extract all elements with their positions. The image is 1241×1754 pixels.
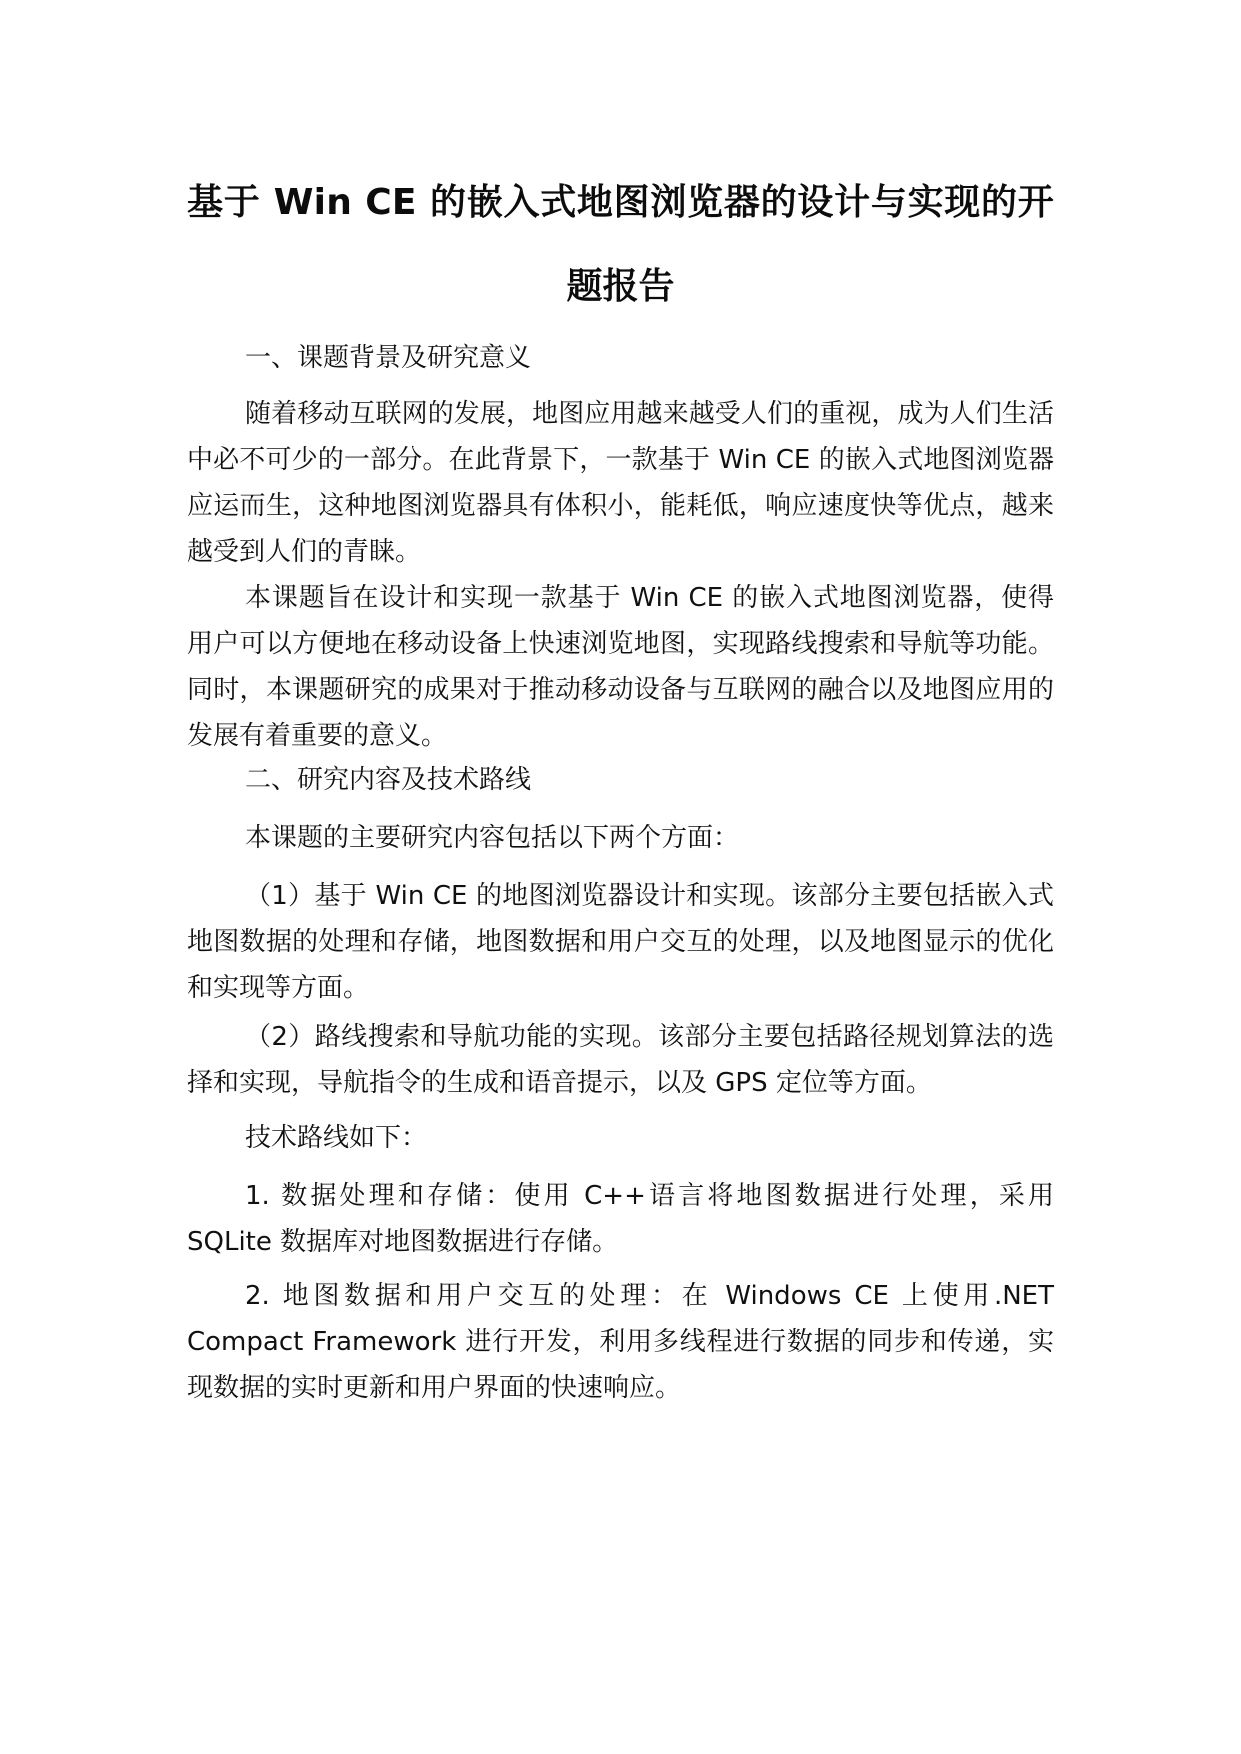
list-item-route-2: 2. 地图数据和用户交互的处理：在 Windows CE 上使用.NET Compact Framework 进行开发，利用多线程进行数据的同步和传递，实现数据的实时更新和用户界面的快速响应。 [187, 1281, 1054, 1403]
paragraph-route-intro: 技术路线如下： [245, 1123, 428, 1153]
section-heading-background: 一、课题背景及研究意义 [245, 343, 532, 373]
paragraph-background-1: 随着移动互联网的发展，地图应用越来越受人们的重视，成为人们生活中必不可少的一部分。在此背景下，一款基于 Win CE 的嵌入式地图浏览器应运而生，这种地图浏览器具有体积小，能耗低，响应速度快等优点，越来越受到人们的青睐。 [187, 399, 1054, 567]
list-item-research-2: （2）路线搜索和导航功能的实现。该部分主要包括路径规划算法的选择和实现，导航指令的生成和语音提示，以及 GPS 定位等方面。 [187, 1022, 1054, 1098]
list-item-research-1: （1）基于 Win CE 的地图浏览器设计和实现。该部分主要包括嵌入式地图数据的处理和存储，地图数据和用户交互的处理，以及地图显示的优化和实现等方面。 [187, 881, 1054, 1003]
paragraph-background-2: 本课题旨在设计和实现一款基于 Win CE 的嵌入式地图浏览器，使得用户可以方便地在移动设备上快速浏览地图，实现路线搜索和导航等功能。同时，本课题研究的成果对于推动移动设备与互联网的融合以及地图应用的发展有着重要的意义。 [187, 583, 1054, 751]
section-heading-research: 二、研究内容及技术路线 [245, 765, 532, 795]
document-title-line-2: 题报告 [566, 266, 675, 307]
document-title-line-1: 基于 Win CE 的嵌入式地图浏览器的设计与实现的开 [187, 182, 1054, 223]
list-item-route-1: 1. 数据处理和存储：使用 C++语言将地图数据进行处理，采用 SQLite 数据库对地图数据进行存储。 [187, 1181, 1054, 1257]
paragraph-research-intro: 本课题的主要研究内容包括以下两个方面： [245, 823, 740, 853]
